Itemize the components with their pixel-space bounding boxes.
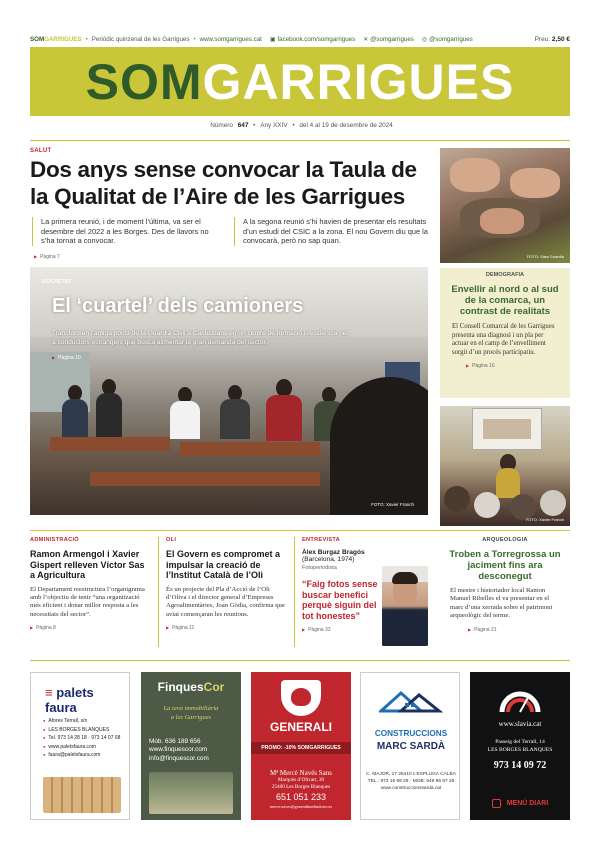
- sarda-brand-top: CONSTRUCCIONS: [374, 729, 448, 738]
- header-divider: [30, 140, 570, 141]
- ads-divider: [30, 660, 570, 661]
- article-interview[interactable]: [302, 537, 382, 652]
- slavia-menu: MENÚ DIARI: [482, 796, 558, 810]
- demography-section-label: DEMOGRAFIA: [485, 272, 525, 278]
- pallet-image: [43, 777, 121, 813]
- lion-icon: [281, 680, 321, 716]
- feature-section-label: SOCIETAT: [42, 279, 73, 285]
- article-arqueologia[interactable]: [440, 537, 570, 652]
- column-divider: [158, 537, 159, 647]
- finques-logo: FinquesCor: [157, 680, 225, 694]
- faura-contact: ● Afores Terrall, s/n ● LES BORGES BLANQUES ● Tel. 973 14 28 18 · 973 14 07 68 ● www.paletsfaura.com ● faura@paletsfaura.com: [43, 717, 127, 760]
- issue-info: Número 647 • Any XXIV • del 4 al 19 de desembre de 2024: [210, 122, 393, 129]
- feature-photo[interactable]: [30, 267, 428, 515]
- topbar-brand: SOMGARRIGUES: [30, 35, 82, 43]
- twitter-link[interactable]: ✕ @somgarrigues: [363, 35, 414, 43]
- ad-finques-cor[interactable]: [141, 672, 241, 820]
- generali-logo: GENERALI: [269, 720, 332, 734]
- ad-generali[interactable]: [251, 672, 351, 820]
- price: Preu: 2,50 €: [534, 35, 570, 43]
- interview-role: Fotoperiodista: [302, 565, 337, 571]
- column-divider: [294, 537, 295, 647]
- generali-contact: Mª Mercè Navés Sans Marquès d’Olivart, 30 25400 Les Borges Blanques 651 051 233 merce.naves@generalimediadores.es: [270, 769, 332, 809]
- interview-section-label: ENTREVISTA: [302, 537, 341, 543]
- demography-photo-credit: FOTO: Sara Guardia: [526, 254, 564, 259]
- house-image: [149, 772, 233, 814]
- article-page-ref[interactable]: ▶ Pàgina 11: [166, 625, 288, 631]
- slavia-address: Passeig del Terrall, 14 LES BORGES BLANQUES: [487, 739, 553, 753]
- interview-page-ref[interactable]: ▶ Pàgina 32: [302, 627, 382, 633]
- feature-dek: Transformen l’antiga posta de la Guàrdia Civil a Castelldans en un centre de formació i residència per a conductors estrangers que busca alimentar la gran demanda del sector.: [52, 330, 349, 346]
- interview-quote[interactable]: “Faig fotos sense buscar benefici perquè siguin del tot honestes”: [302, 579, 378, 621]
- main-section-label: SALUT: [30, 148, 52, 154]
- masthead: [30, 47, 570, 116]
- instagram-link[interactable]: ◎ @somgarrigues: [421, 35, 473, 43]
- articles-divider: [30, 530, 570, 531]
- article-oli[interactable]: [166, 537, 288, 652]
- main-headline[interactable]: Dos anys sense convocar la Taula de la Qualitat de l’Aire de les Garrigues: [30, 157, 417, 209]
- interview-portrait: [382, 566, 428, 646]
- archaeology-section-label: ARQUEOLOGIA: [482, 537, 528, 543]
- feature-page-ref[interactable]: ▶ Pàgina 10: [52, 355, 81, 361]
- top-bar: SOMGARRIGUES • Periòdic quinzenal de les Garrigues • www.somgarrigues.cat ▣ facebook.com/somgarrigues ✕ @somgarrigues ◎ @somgarrigues Preu: 2,50 €: [30, 35, 570, 43]
- faura-logo: ≡ palets faura: [45, 685, 94, 715]
- demography-box[interactable]: [440, 268, 570, 398]
- interview-name: Àlex Burgaz Bragós (Barcelona, 1974): [302, 549, 365, 563]
- article-body: És un projecte del Pla d’Acció de l’Oli d’Oliva i el director general d’Empreses Agroalimentàries, Joan Gòdia, confirma que aviat començaran les reunions.: [166, 585, 285, 618]
- feature-photo-credit: FOTO: Xavier Franch: [371, 502, 414, 507]
- archaeology-page-ref[interactable]: ▶ Pàgina 21: [440, 627, 570, 633]
- article-section-label: ADMINISTRACIÓ: [30, 537, 79, 543]
- sarda-brand-name: MARC SARDÀ: [376, 741, 446, 752]
- archaeology-title[interactable]: Troben a Torregrossa un jaciment fins ara desconegut: [449, 549, 561, 582]
- instagram-icon: [492, 799, 501, 808]
- generali-promo: PROMO: -10% SOMGARRIGUES: [251, 742, 351, 754]
- sarda-contact: C. MAJOR, 17 25410 L’ESPLUGA CALBA TEL.: 973 15 69 29 · MOB: 649 86 67 26 www.construccionssarda.cat: [366, 772, 456, 791]
- house-roof-icon: [379, 689, 443, 719]
- ad-slavia[interactable]: [470, 672, 570, 820]
- archaeology-photo[interactable]: [440, 406, 570, 526]
- demography-photo[interactable]: [440, 148, 570, 263]
- article-body: El Departament reestructura l’organigrama amb l’objectiu de tenir “una organització més eficient i donar millor resposta a les necessitats del sector”.: [30, 585, 145, 618]
- article-page-ref[interactable]: ▶ Pàgina 8: [30, 625, 152, 631]
- slavia-phone: 973 14 09 72: [493, 760, 547, 771]
- archaeology-photo-credit: FOTO: Xavier Franch: [525, 517, 564, 522]
- demography-body: El Consell Comarcal de les Garrigues presenta una diagnosi i un pla per actuar en el camp de l’envelliment sorgit d’un procés participatiu.: [452, 323, 555, 356]
- topbar-tagline: Periòdic quinzenal de les Garrigues: [91, 35, 190, 43]
- article-title[interactable]: El Govern es compromet a impulsar la creació de l’Institut Català de l’Oli: [166, 549, 281, 580]
- demography-title[interactable]: Envellir al nord o al sud de la comarca, un contrast de realitats: [451, 284, 559, 317]
- finques-tagline: La teva immobiliària a les Garrigues: [163, 705, 219, 721]
- finques-contact: Mòb. 636 189 656 www.finquescor.com info@finquescor.com: [149, 738, 209, 762]
- ad-construccions-sarda[interactable]: [360, 672, 460, 820]
- facebook-link[interactable]: ▣ facebook.com/somgarrigues: [269, 35, 356, 43]
- article-administracio[interactable]: [30, 537, 152, 652]
- article-section-label: OLI: [166, 537, 177, 543]
- article-title[interactable]: Ramon Armengol i Xavier Gispert relleven Víctor Sas a Agricultura: [30, 549, 145, 580]
- slavia-logo-icon: [496, 678, 544, 716]
- ad-palets-faura[interactable]: [30, 672, 130, 820]
- demography-page-ref[interactable]: ▶ Pàgina 16: [440, 357, 570, 369]
- main-page-ref[interactable]: ▶ Pàgina 7: [34, 254, 60, 260]
- topbar-site-link[interactable]: www.somgarrigues.cat: [199, 35, 262, 43]
- main-lead-left: La primera reunió, i de moment l’última, va ser el desembre del 2022 a les Borges. Des de llavors no s’ha tornat a convocar.: [32, 217, 222, 246]
- main-lead-right: A la segona reunió s’hi havien de presentar els resultats d’un estudi del CSIC a la zona. El nou Govern diu que la convocarà, però no sap quan.: [234, 217, 430, 246]
- masthead-logo[interactable]: SOMGARRIGUES: [85, 53, 515, 110]
- slavia-web: www.slavia.cat: [498, 720, 542, 728]
- archaeology-body: El mestre i historiador local Ramon Manuel Ribelles el va presentar en el marc d’una xerrada sobre el patrimoni arqueològic del terme.: [450, 587, 553, 620]
- feature-title[interactable]: El ‘cuartel’ dels camioners: [52, 295, 304, 317]
